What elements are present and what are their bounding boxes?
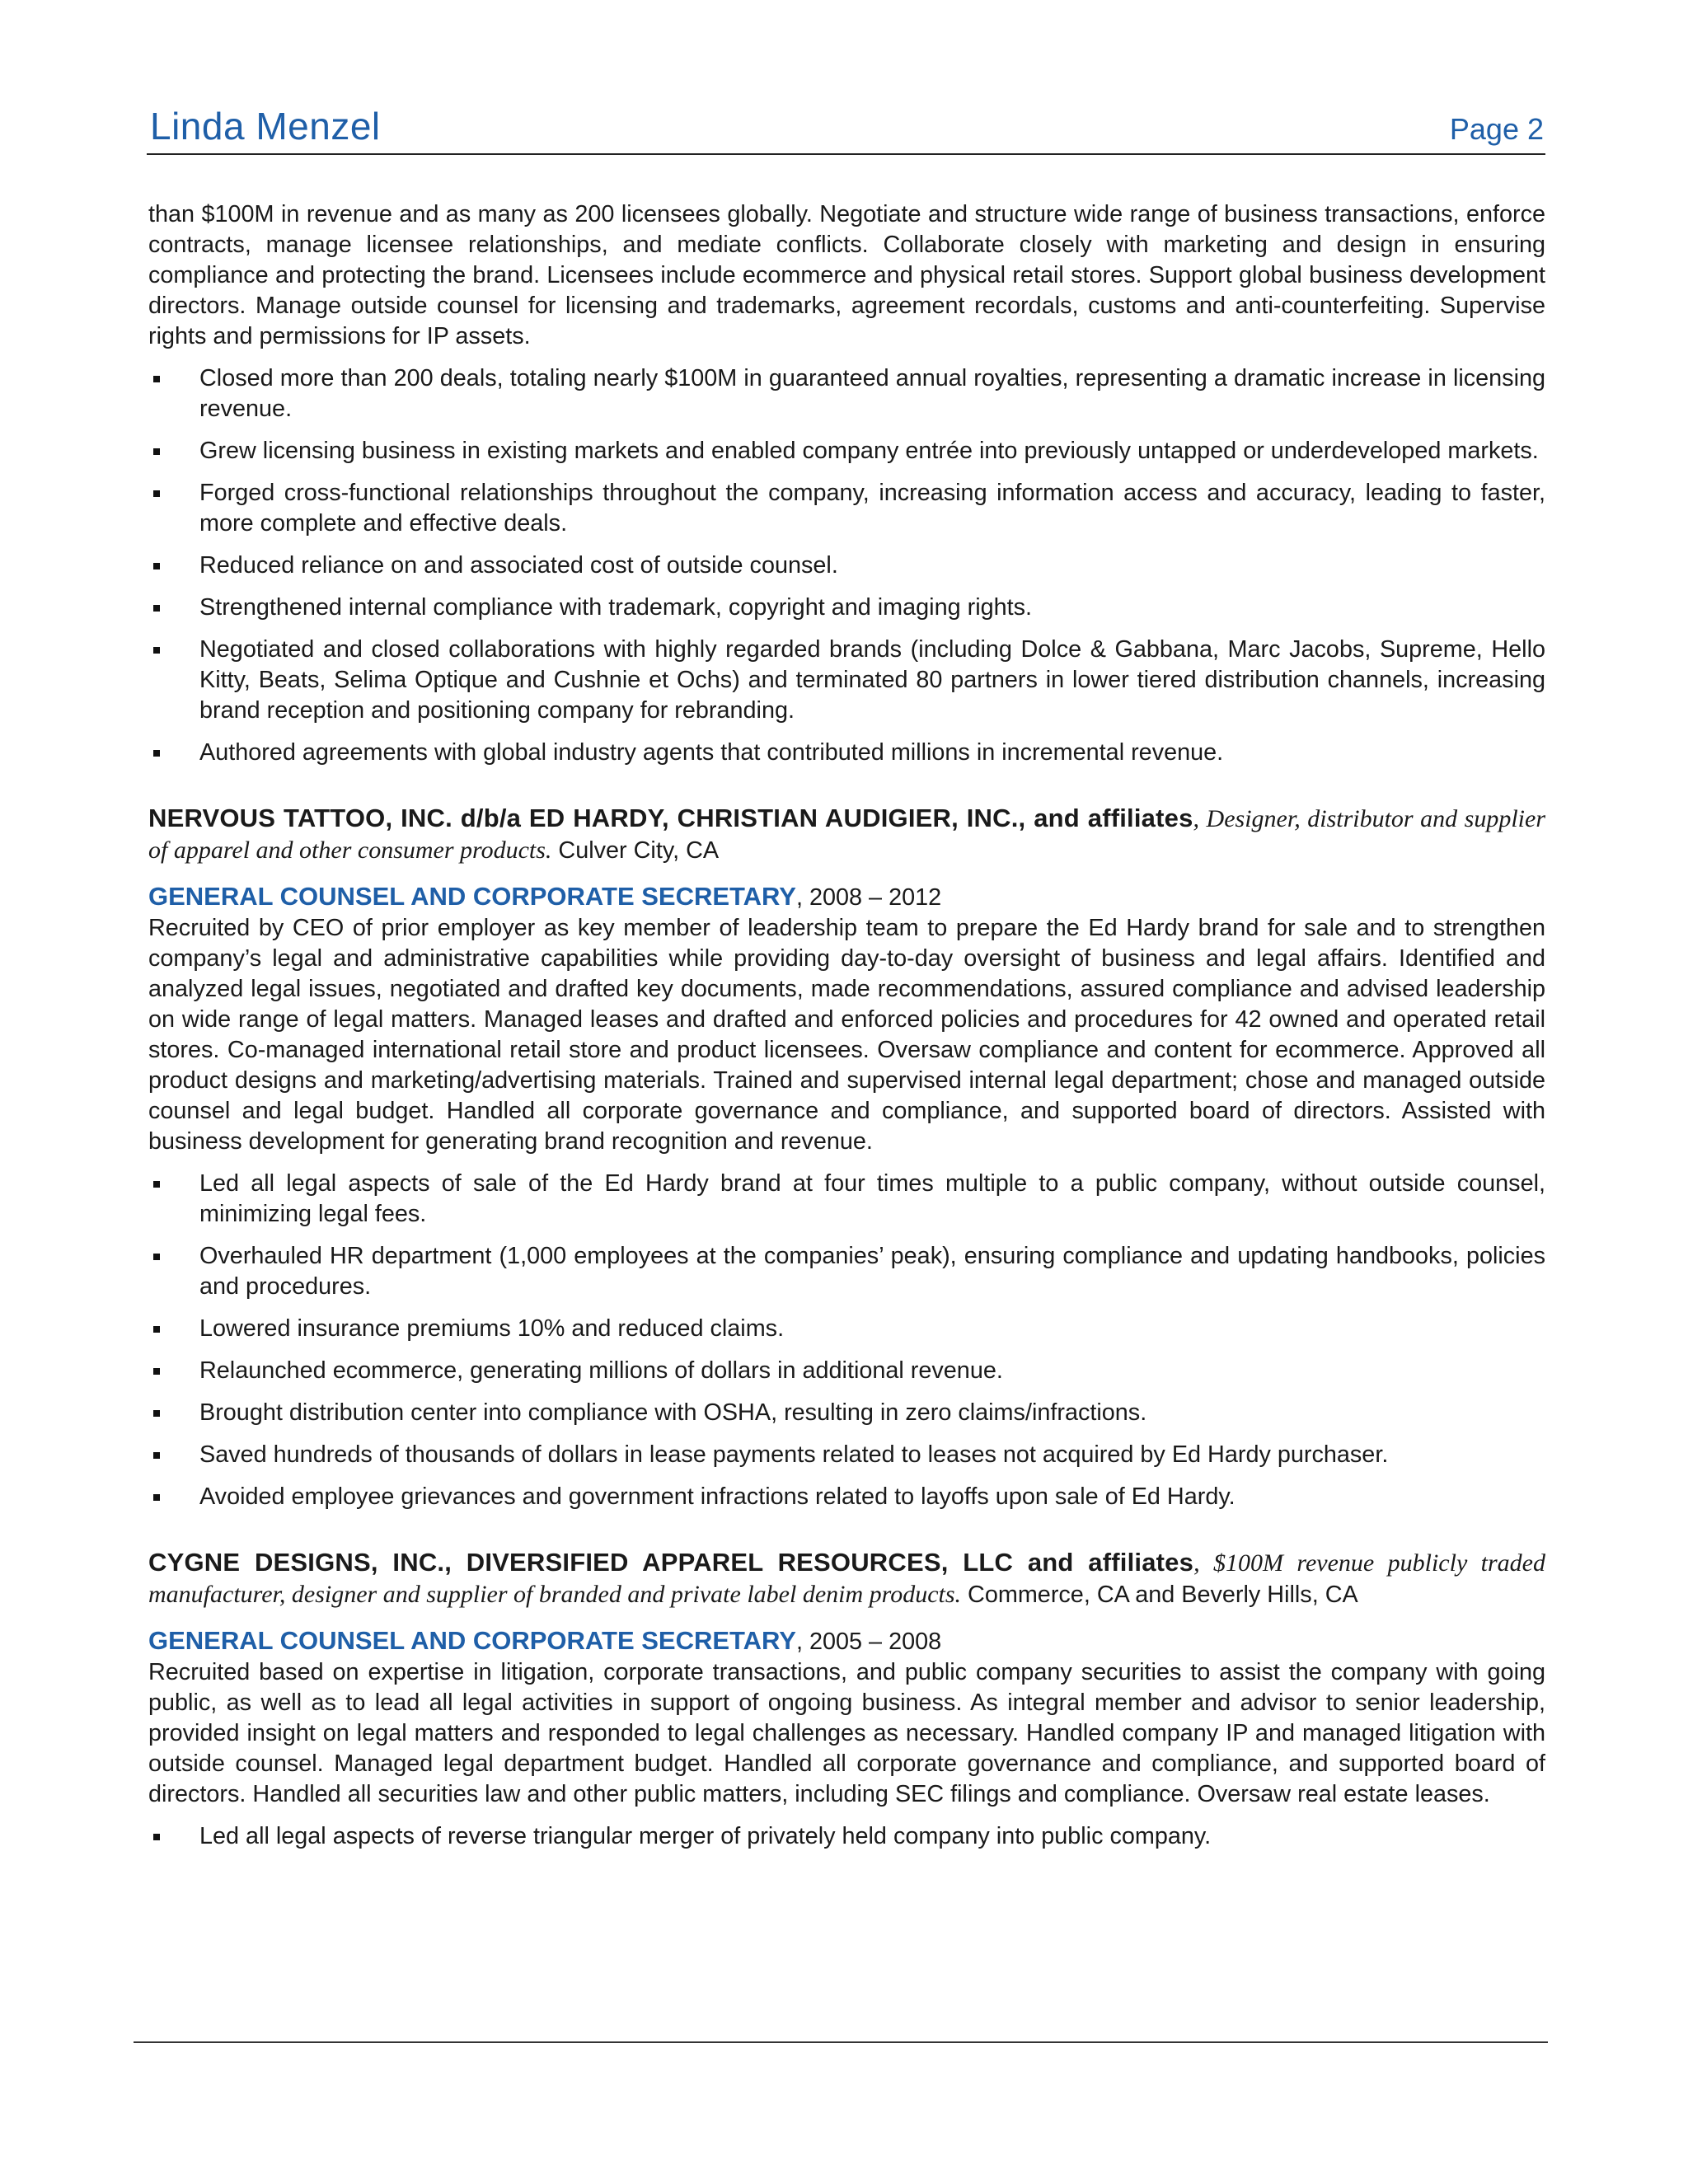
bullet-text: Led all legal aspects of reverse triangular merger of privately held company into public company. — [199, 1823, 1212, 1849]
bullet-square-icon — [153, 1452, 160, 1459]
bullet-square-icon — [153, 448, 160, 455]
company-description: , Designer, distributor and supplier of apparel and other consumer products. — [148, 805, 1545, 864]
bullet-square-icon — [153, 1834, 160, 1840]
bullet-square-icon — [153, 376, 160, 382]
bullet-square-icon — [153, 1368, 160, 1375]
job-section-cygne-designs — [148, 1547, 1545, 1852]
bullet-square-icon — [153, 1181, 160, 1188]
list-item — [148, 1398, 1545, 1428]
list-item — [148, 363, 1545, 424]
resume-body — [148, 199, 1545, 1863]
bullet-text: Led all legal aspects of sale of the Ed Hardy brand at four times multiple to a public company, without outside counsel, minimizing legal fees. — [199, 1170, 1545, 1227]
bullet-text: Closed more than 200 deals, totaling nearly $100M in guaranteed annual royalties, representing a dramatic increase in licensing revenue. — [199, 365, 1545, 422]
company-location: Culver City, CA — [551, 837, 720, 864]
job-section-ed-hardy — [148, 803, 1545, 1512]
job-dates: , 2005 – 2008 — [795, 1629, 942, 1655]
list-item — [148, 1482, 1545, 1512]
bullet-square-icon — [153, 1494, 160, 1501]
page-number: Page 2 — [1449, 112, 1544, 146]
intro-bullet-list — [148, 363, 1545, 768]
bullet-text: Negotiated and closed collaborations with highly regarded brands (including Dolce & Gabbana, Marc Jacobs, Supreme, Hello Kitty, Beats, Selima Optique and Cushnie et Ochs) and terminated 80 partners in lower tiered distribution channels, increasing brand reception and positioning company for rebranding. — [199, 636, 1545, 724]
bullet-text: Grew licensing business in existing markets and enabled company entrée into previously untapped or underdeveloped markets. — [199, 438, 1539, 464]
job-dates: , 2008 – 2012 — [795, 884, 942, 911]
job-bullet-list — [148, 1169, 1545, 1512]
list-item — [148, 738, 1545, 768]
bullet-text: Relaunched ecommerce, generating millions of dollars in additional revenue. — [199, 1357, 1003, 1384]
list-item — [148, 1241, 1545, 1302]
company-location: Commerce, CA and Beverly Hills, CA — [961, 1582, 1358, 1608]
company-name: CYGNE DESIGNS, INC., DIVERSIFIED APPAREL RESOURCES, LLC and affiliates — [148, 1548, 1194, 1577]
role-line — [148, 881, 1545, 913]
list-item — [148, 1440, 1545, 1470]
bullet-square-icon — [153, 1254, 160, 1260]
candidate-name: Linda Menzel — [150, 105, 381, 148]
list-item — [148, 1314, 1545, 1344]
list-item — [148, 1169, 1545, 1230]
list-item — [148, 551, 1545, 581]
list-item — [148, 478, 1545, 539]
intro-paragraph: than $100M in revenue and as many as 200 licensees globally. Negotiate and structure wide range of business transactions, enforce contracts, manage licensee relationships, and mediate conflicts. Collaborate closely with marketing and design in ensuring compliance and protecting the brand. Licensees include ecommerce and physical retail stores. Support global business development directors. Manage outside counsel for licensing and trademarks, agreement recordals, customs and anti-counterfeiting. Supervise rights and permissions for IP assets. — [148, 201, 1545, 349]
bullet-text: Overhauled HR department (1,000 employees at the companies’ peak), ensuring compliance and updating handbooks, policies and procedures. — [199, 1243, 1545, 1300]
bullet-text: Forged cross-functional relationships throughout the company, increasing information access and accuracy, leading to faster, more complete and effective deals. — [199, 480, 1545, 537]
bullet-text: Saved hundreds of thousands of dollars in lease payments related to leases not acquired by Ed Hardy purchaser. — [199, 1441, 1389, 1468]
role-line — [148, 1625, 1545, 1657]
company-name: NERVOUS TATTOO, INC. d/b/a ED HARDY, CHRISTIAN AUDIGIER, INC., and affiliates — [148, 804, 1193, 832]
list-item — [148, 593, 1545, 623]
footer-divider — [134, 2041, 1548, 2043]
job-summary: Recruited based on expertise in litigation, corporate transactions, and public company securities to assist the company with going public, as well as to lead all legal activities in support of ongoing business. As integral member and advisor to senior leadership, provided insight on legal matters and responded to legal challenges as necessary. Handled company IP and managed litigation with outside counsel. Managed legal department budget. Handled all corporate governance and compliance, and supported board of directors. Handled all securities law and other public matters, including SEC filings and compliance. Oversaw real estate leases. — [148, 1659, 1545, 1807]
page-header — [147, 97, 1545, 155]
list-item — [148, 1821, 1545, 1852]
bullet-square-icon — [153, 750, 160, 757]
list-item — [148, 1356, 1545, 1386]
job-title: GENERAL COUNSEL AND CORPORATE SECRETARY — [148, 1626, 796, 1655]
list-item — [148, 436, 1545, 466]
bullet-text: Authored agreements with global industry agents that contributed millions in incremental revenue. — [199, 739, 1224, 766]
bullet-square-icon — [153, 1410, 160, 1417]
bullet-text: Reduced reliance on and associated cost of outside counsel. — [199, 552, 838, 579]
bullet-text: Strengthened internal compliance with trademark, copyright and imaging rights. — [199, 594, 1033, 621]
company-description: , $100M revenue publicly traded manufacturer, designer and supplier of branded and private label denim products. — [148, 1549, 1545, 1608]
employer-line — [148, 803, 1545, 866]
employer-line — [148, 1547, 1545, 1610]
bullet-text: Avoided employee grievances and government infractions related to layoffs upon sale of Ed Hardy. — [199, 1483, 1236, 1510]
bullet-square-icon — [153, 647, 160, 654]
job-title: GENERAL COUNSEL AND CORPORATE SECRETARY — [148, 882, 796, 911]
bullet-square-icon — [153, 1326, 160, 1333]
list-item — [148, 635, 1545, 726]
bullet-square-icon — [153, 605, 160, 612]
job-bullet-list — [148, 1821, 1545, 1852]
bullet-text: Lowered insurance premiums 10% and reduced claims. — [199, 1315, 785, 1342]
bullet-square-icon — [153, 490, 160, 497]
bullet-square-icon — [153, 563, 160, 569]
bullet-text: Brought distribution center into compliance with OSHA, resulting in zero claims/infractions. — [199, 1399, 1147, 1426]
job-summary: Recruited by CEO of prior employer as key member of leadership team to prepare the Ed Hardy brand for sale and to strengthen company’s legal and administrative capabilities while providing day-to-day oversight of business and legal affairs. Identified and analyzed legal issues, negotiated and drafted key documents, made recommendations, assured compliance and advised leadership on wide range of legal matters. Managed leases and drafted and enforced policies and procedures for 42 owned and operated retail stores. Co-managed international retail store and product licensees. Oversaw compliance and content for ecommerce. Approved all product designs and marketing/advertising materials. Trained and supervised internal legal department; chose and managed outside counsel and legal budget. Handled all corporate governance and compliance, and supported board of directors. Assisted with business development for generating brand recognition and revenue. — [148, 915, 1545, 1155]
